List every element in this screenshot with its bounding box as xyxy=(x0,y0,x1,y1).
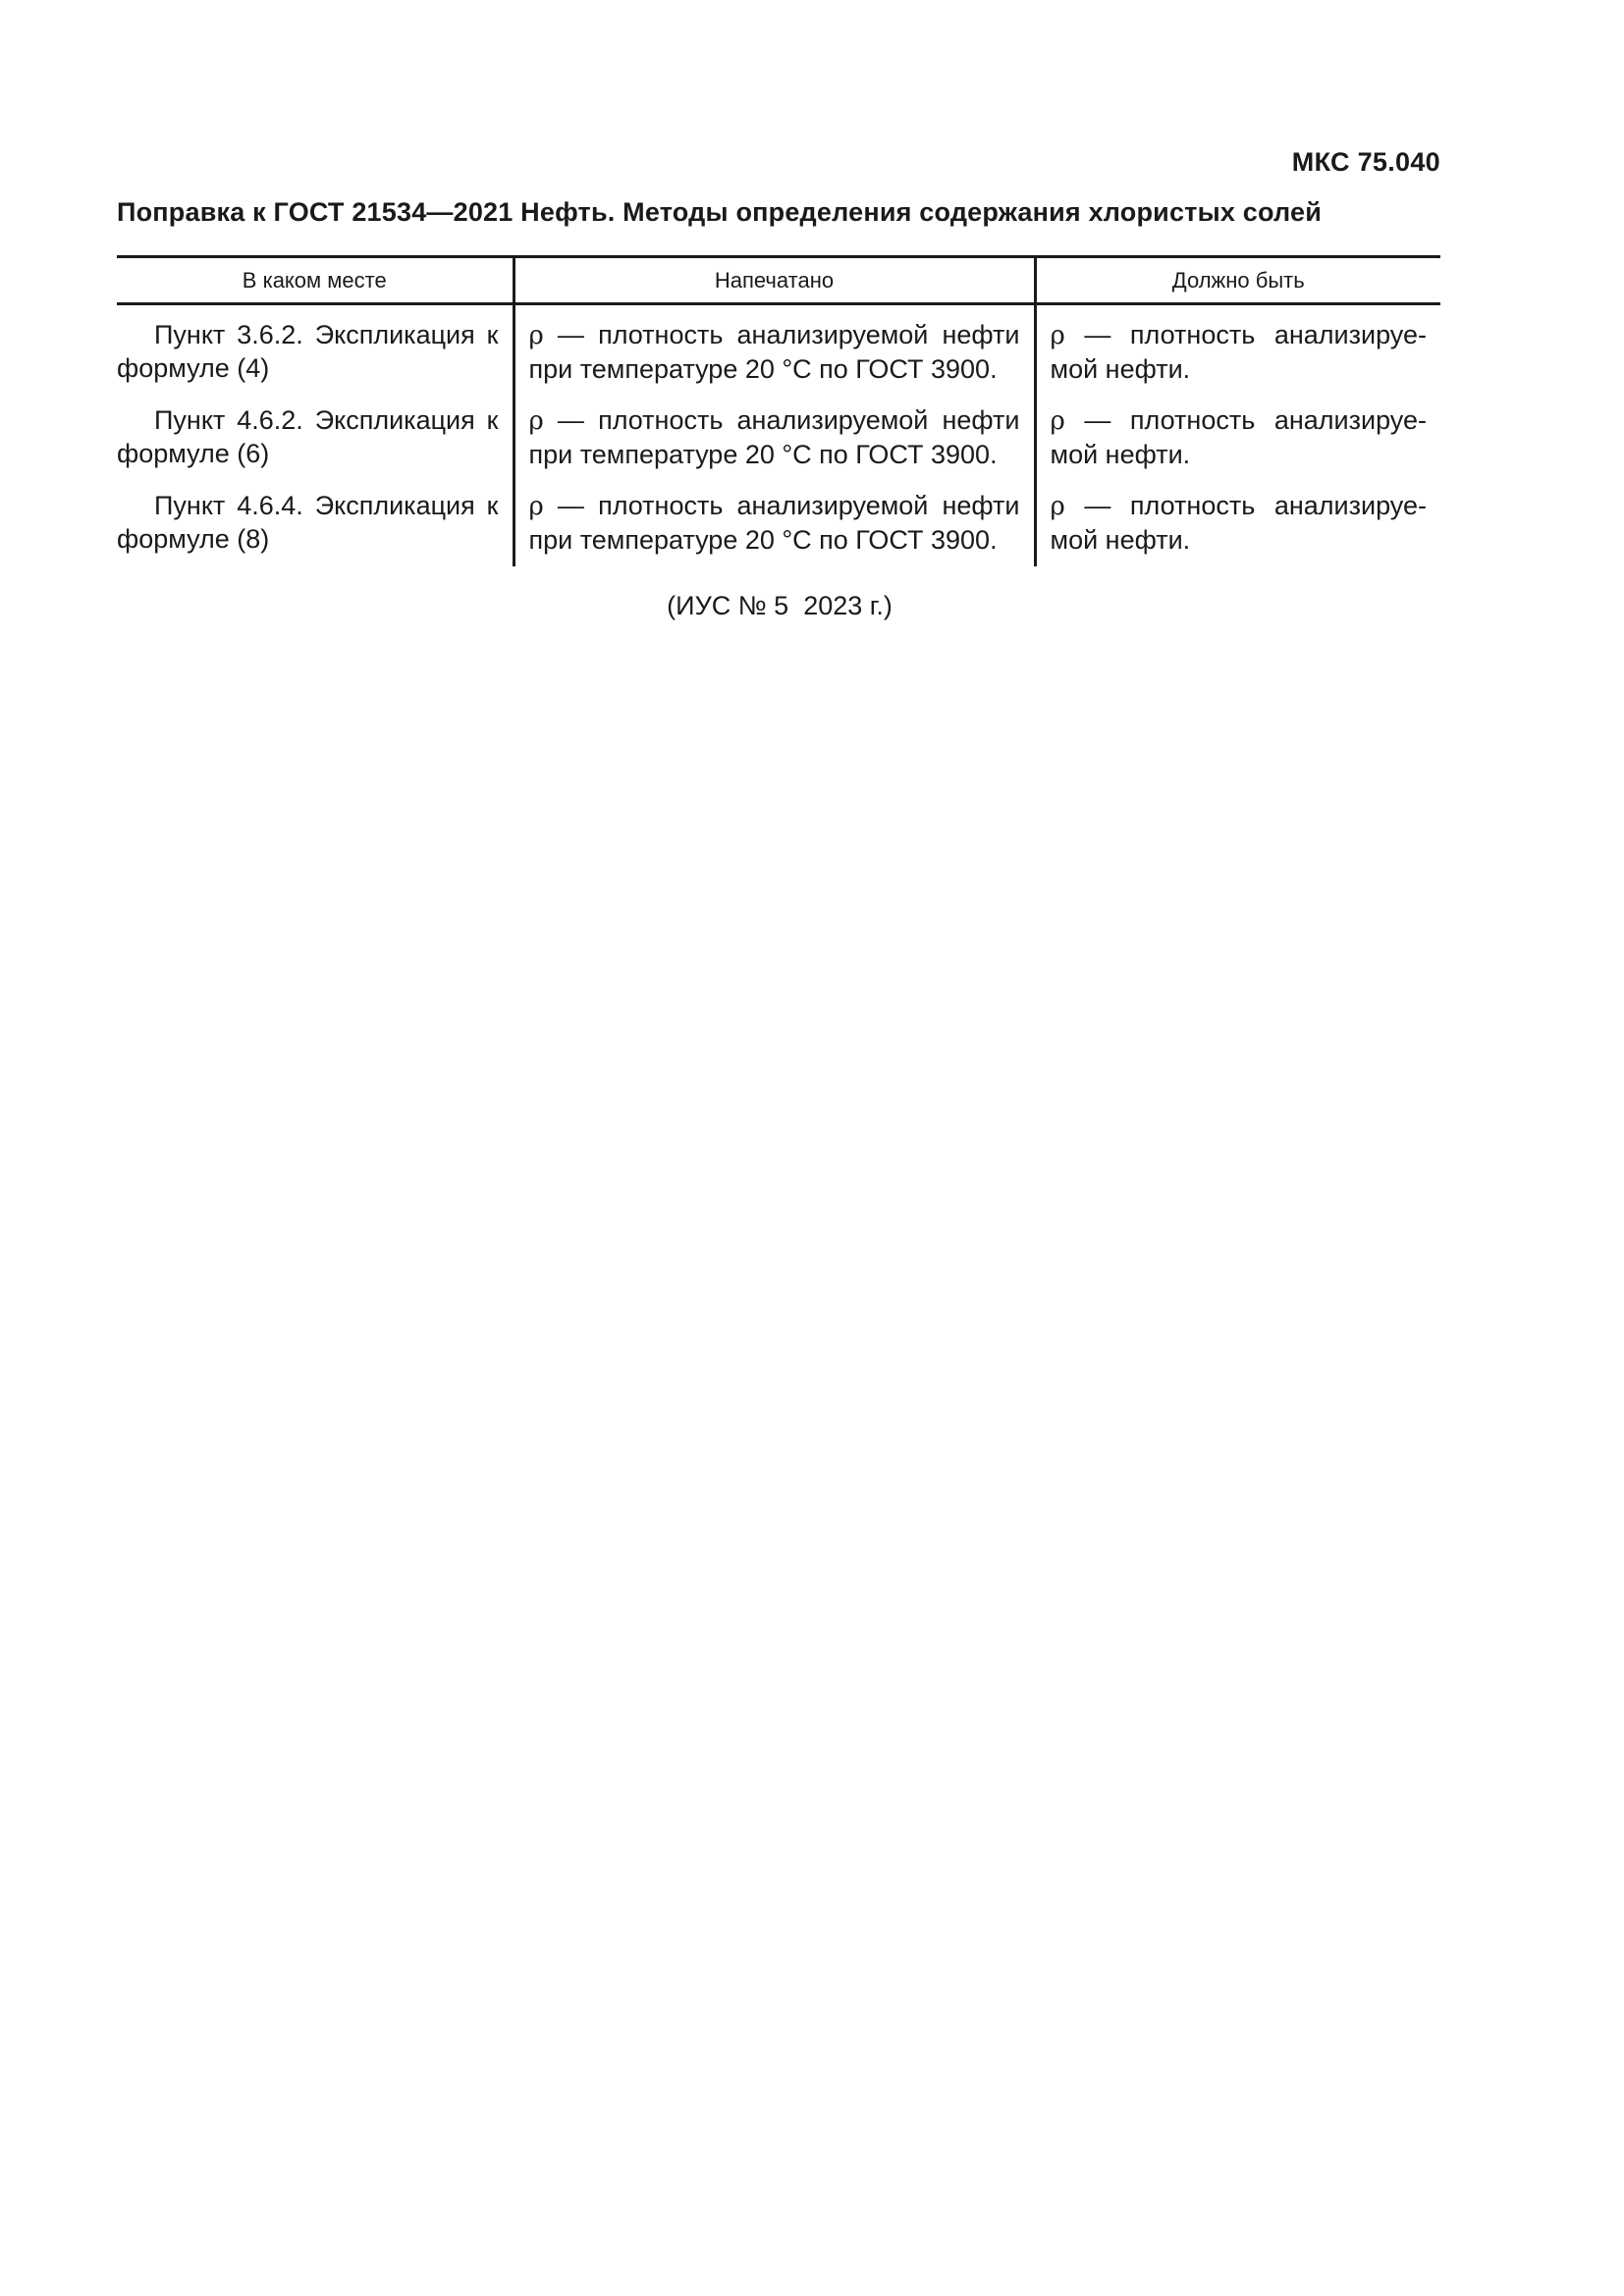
where-text-2: формуле (4) xyxy=(117,353,270,383)
cell-where xyxy=(117,489,514,566)
should-text-2: мой нефти. xyxy=(1050,354,1191,384)
table-row xyxy=(117,403,1440,489)
printed-line-1 xyxy=(529,403,1020,438)
should-text-1: — плотность анализируе- xyxy=(1064,405,1427,435)
printed-text-1: — плотность анализируемой нефти xyxy=(543,405,1020,435)
should-text-1: — плотность анализируе- xyxy=(1064,491,1427,520)
printed-line-1 xyxy=(529,489,1020,523)
where-line xyxy=(117,318,499,351)
where-text-1: Пункт 3.6.2. Экспликация к xyxy=(154,320,499,349)
where-text-1: Пункт 4.6.4. Экспликация к xyxy=(154,491,499,520)
cell-should-be xyxy=(1035,304,1440,404)
should-text-1: — плотность анализируе- xyxy=(1064,320,1427,349)
rho-symbol: ρ xyxy=(528,492,544,521)
should-text-2: мой нефти. xyxy=(1050,525,1191,555)
table-row xyxy=(117,489,1440,566)
printed-text-1: — плотность анализируемой нефти xyxy=(543,491,1020,520)
printed-text-1: — плотность анализируемой нефти xyxy=(543,320,1020,349)
should-text-2: мой нефти. xyxy=(1050,440,1191,469)
rho-symbol: ρ xyxy=(1050,406,1065,436)
cell-printed xyxy=(514,304,1035,404)
printed-text-2: при температуре 20 °С по ГОСТ 3900. xyxy=(528,440,998,469)
where-text-2: формуле (8) xyxy=(117,524,270,554)
cell-where xyxy=(117,403,514,489)
where-line xyxy=(117,403,499,437)
rho-symbol: ρ xyxy=(1050,492,1065,521)
cell-should-be xyxy=(1035,489,1440,566)
column-header-should-be: Должно быть xyxy=(1035,257,1440,304)
printed-text-2: при температуре 20 °С по ГОСТ 3900. xyxy=(528,354,998,384)
cell-should-be xyxy=(1035,403,1440,489)
cell-printed xyxy=(514,403,1035,489)
column-header-printed: Напечатано xyxy=(514,257,1035,304)
rho-symbol: ρ xyxy=(528,406,544,436)
printed-line-1 xyxy=(529,318,1020,352)
document-title: Поправка к ГОСТ 21534—2021 Нефть. Методы определения содержания хлористых солей xyxy=(117,197,1323,227)
table-row xyxy=(117,304,1440,404)
column-header-where: В каком месте xyxy=(242,267,387,293)
where-line xyxy=(117,489,499,522)
should-line-1 xyxy=(1051,318,1428,352)
rho-symbol: ρ xyxy=(528,321,544,350)
should-line-1 xyxy=(1051,403,1428,438)
where-text-2: формуле (6) xyxy=(117,439,270,468)
should-line-1 xyxy=(1051,489,1428,523)
amendment-table xyxy=(117,255,1440,566)
printed-text-2: при температуре 20 °С по ГОСТ 3900. xyxy=(528,525,998,555)
classifier-code: МКС 75.040 xyxy=(1291,147,1440,177)
where-text-1: Пункт 4.6.2. Экспликация к xyxy=(154,405,499,435)
rho-symbol: ρ xyxy=(1050,321,1065,350)
source-reference: (ИУС № 5 2023 г.) xyxy=(667,591,893,620)
cell-printed xyxy=(514,489,1035,566)
table-header-row xyxy=(117,257,1440,304)
cell-where xyxy=(117,304,514,404)
